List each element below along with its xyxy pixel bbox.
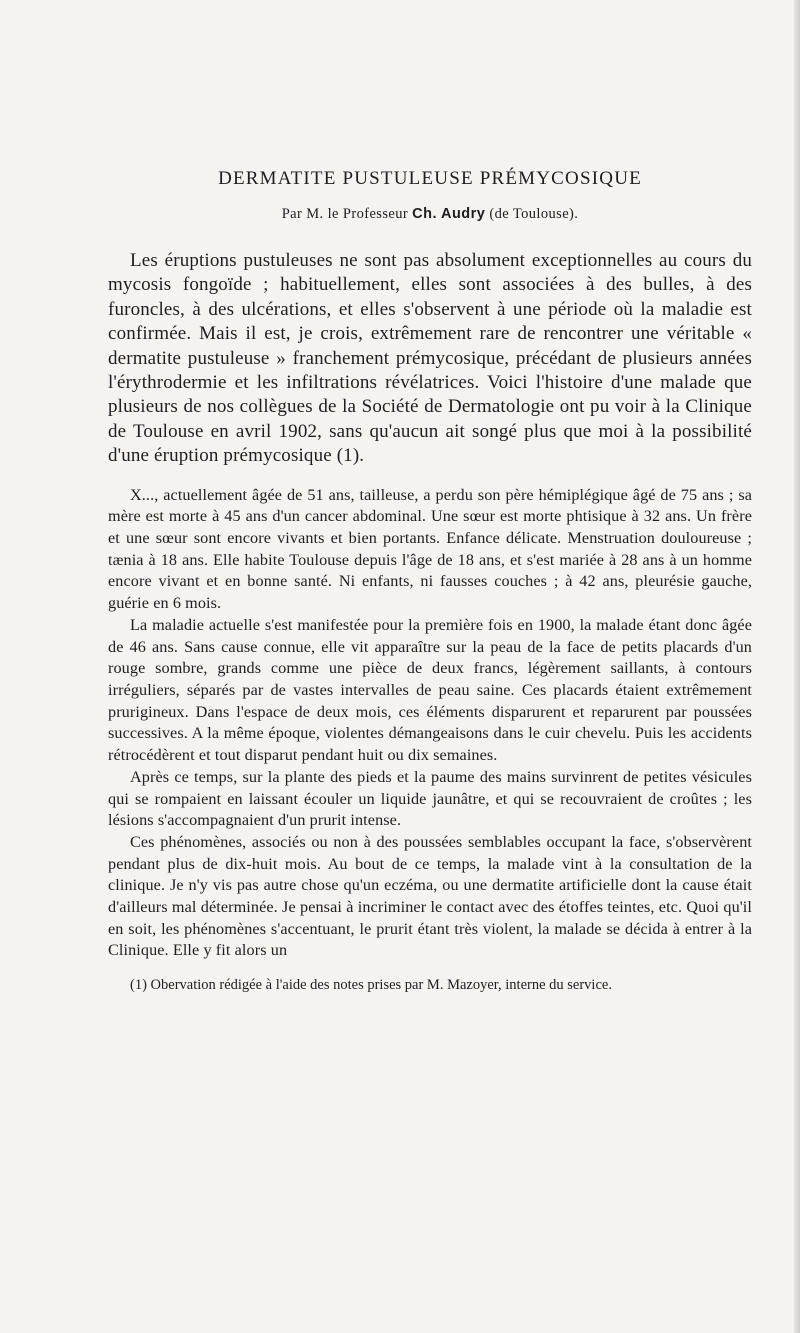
footnote: (1) Obervation rédigée à l'aide des notes prises par M. Mazoyer, interne du service. bbox=[130, 977, 612, 994]
paragraph-3: Après ce temps, sur la plante des pieds et la paume des mains survinrent de petites vésicules qui se rompaient en laissant écouler un liquide jaunâtre, et qui se recouvraient de croûtes ; les lésions s'accompagnaient d'un prurit intense. bbox=[108, 767, 752, 830]
byline bbox=[108, 206, 752, 223]
paragraph-2: La maladie actuelle s'est manifestée pour la première fois en 1900, la malade étant donc âgée de 46 ans. Sans cause connue, elle vit apparaître sur la peau de la face de petits placards d'un rouge sombre, grands comme une pièce de deux francs, légèrement saillants, à contours irréguliers, séparés par de vastes intervalles de peau saine. Ces placards étaient extrêmement prurigineux. Dans l'espace de deux mois, ces éléments disparurent et reparurent par poussées successives. A la même époque, violentes démangeaisons dans le cuir chevelu. Puis les accidents rétrocédèrent et tout disparut pendant huit ou dix semaines. bbox=[108, 615, 752, 765]
byline-prefix: Par M. le Professeur bbox=[281, 206, 413, 222]
case-report bbox=[108, 485, 752, 962]
paragraph-4: Ces phénomènes, associés ou non à des poussées semblables occupant la face, s'observèrent pendant plus de dix-huit mois. Au bout de ce temps, la malade vint à la consultation de la clinique. Je n'y vis pas autre chose qu'un eczéma, ou une dermatite artificielle dont la cause était d'ailleurs mal déterminée. Je pensai à incriminer le contact avec des étoffes teintes, etc. Quoi qu'il en soit, les phénomènes s'accentuant, le prurit étant très violent, la malade se décida à entrer à la Clinique. Elle y fit alors un bbox=[108, 832, 752, 960]
intro-paragraph: Les éruptions pustuleuses ne sont pas absolument exceptionnelles au cours du mycosis fongoïde ; habituellement, elles sont associées à des bulles, à des furoncles, à des ulcérations, et elles s'observent à une période où la maladie est confirmée. Mais il est, je crois, extrêmement rare de rencontrer une véritable « dermatite pustuleuse » franchement prémycosique, précédant de plusieurs années l'érythrodermie et les infiltrations révélatrices. Voici l'histoire d'une malade que plusieurs de nos collègues de la Société de Dermatologie ont pu voir à la Clinique de Toulouse en avril 1902, sans qu'aucun ait songé plus que moi à la possibilité d'une éruption prémycosique (1). bbox=[108, 250, 752, 467]
author-name: Ch. Audry bbox=[412, 206, 486, 222]
page-edge bbox=[794, 0, 800, 1333]
article bbox=[108, 168, 752, 996]
paragraph-1: X..., actuellement âgée de 51 ans, tailleuse, a perdu son père hémiplégique âgé de 75 ans ; sa mère est morte à 45 ans d'un cancer abdominal. Une sœur est morte phtisique à 32 ans. Un frère et une sœur sont encore vivants et bien portants. Enfance délicate. Menstruation douloureuse ; tænia à 18 ans. Elle habite Toulouse depuis l'âge de 18 ans, et s'est mariée à 28 ans à un homme encore vivant et en bonne santé. Ni enfants, ni fausses couches ; à 42 ans, pleurésie gauche, guérie en 6 mois. bbox=[108, 485, 752, 613]
article-title: DERMATITE PUSTULEUSE PRÉMYCOSIQUE bbox=[218, 168, 642, 189]
byline-suffix: (de Toulouse). bbox=[485, 206, 579, 222]
